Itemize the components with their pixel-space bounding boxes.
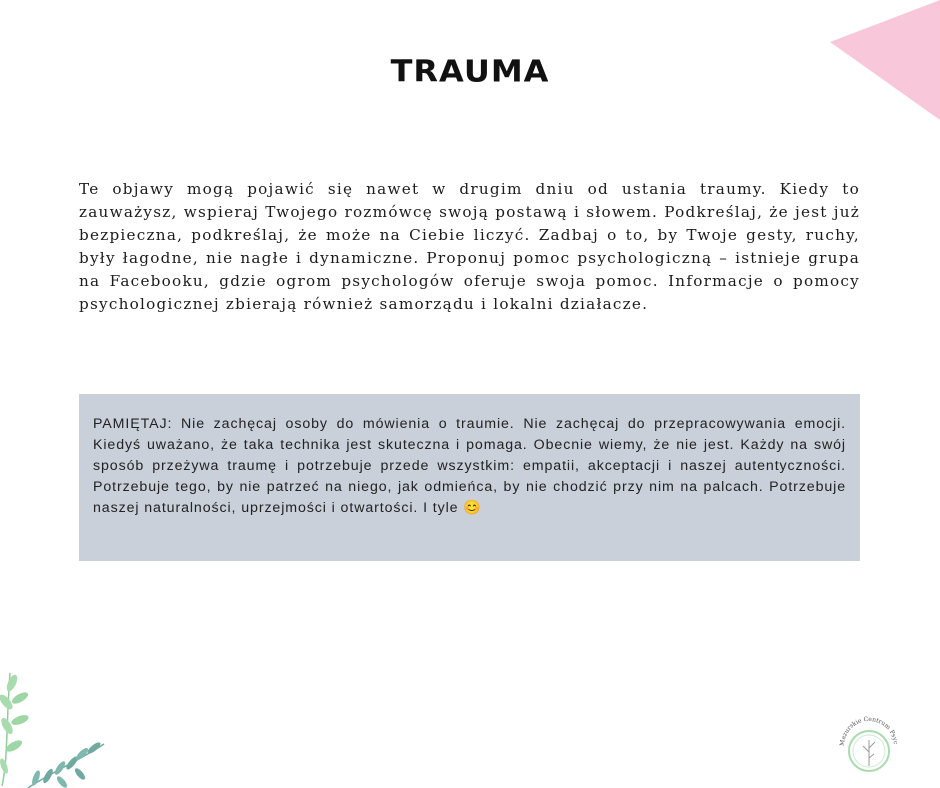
body-paragraph: Te objawy mogą pojawić się nawet w drugim dniu od ustania traumy. Kiedy to zauważysz, wspieraj Twojego rozmówcę swoją postawą i słowem. Podkreślaj, że jest już bezpieczna, podkreślaj, że może na Ciebie liczyć. Zadbaj o to, by Twoje gesty, ruchy, były łagodne, nie nagłe i dynamiczne. Proponuj pomoc psychologiczną – istnieje grupa na Facebooku, gdzie ogrom psychologów oferuje swoja pomoc. Informacje o pomocy psychologicznej zbierają również samorządu i lokalni działacze. bbox=[79, 180, 860, 313]
page-title: TRAUMA bbox=[390, 52, 550, 90]
reminder-box bbox=[79, 394, 860, 561]
organization-logo-icon bbox=[834, 706, 904, 776]
leaf-branch-icon bbox=[0, 668, 110, 788]
svg-text:Mazurskie Centrum Psychologii bbox=[834, 706, 899, 746]
logo-text: Mazurskie Centrum Psyc bbox=[838, 715, 899, 747]
reminder-text: PAMIĘTAJ: Nie zachęcaj osoby do mówienia o traumie. Nie zachęcaj do przepracowywania emocji. Kiedyś uważano, że taka technika jest skuteczna i pomaga. Obecnie wiemy, że nie jest. Każdy na swój sposób przeżywa traumę i potrzebuje przede wszystkim: empatii, akceptacji i naszej autentyczności. Potrzebuje tego, by nie patrzeć na niego, jak odmieńca, by nie chodzić przy nim na palcach. Potrzebuje naszej naturalności, uprzejmości i otwartości. I tyle 😊 bbox=[93, 416, 846, 516]
